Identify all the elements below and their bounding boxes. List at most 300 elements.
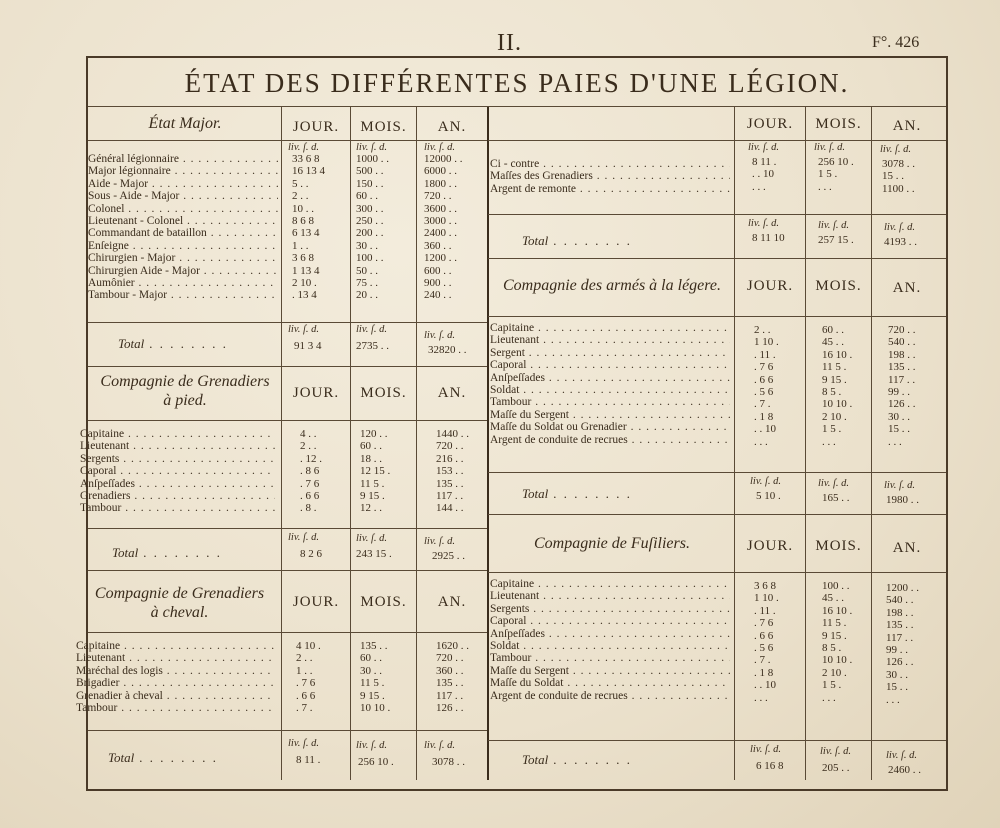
row-value-jour: . 7 . <box>296 702 313 715</box>
row-value-jour: 2 . . <box>292 190 309 203</box>
row-value-an: 3078 . . <box>882 158 915 170</box>
row-value-mois: 50 . . <box>356 264 378 277</box>
row-label: Caporal . . . <box>490 615 730 627</box>
row-value-an: 198 . . <box>888 348 916 361</box>
row-label: Argent de conduite de recrues . . . <box>490 690 730 702</box>
grenadiers-cheval-an-values <box>436 640 469 714</box>
row-value-jour: 2 . . <box>300 440 317 453</box>
row-value-jour: . 8 6 <box>300 465 320 478</box>
row-value-jour: 5 . . <box>292 177 309 190</box>
etat-major-total-jour: 91 3 4 <box>294 340 322 352</box>
row-value-mois: 9 15 . <box>360 689 385 702</box>
row-label: Maſſes des Grenadiers . . . <box>490 170 730 182</box>
row-label: Maſſe du Sergent . . . <box>490 409 730 421</box>
row-value-jour: 4 . . <box>300 428 317 440</box>
row-value-an: 135 . . <box>436 677 464 690</box>
row-value-an: 1440 . . <box>436 428 469 440</box>
row-value-jour: . . 10 <box>754 679 776 692</box>
armes-legere-names <box>490 322 730 446</box>
row-label: Maſſe du Soldat . . . <box>490 677 730 689</box>
row-value-an: 720 . . <box>436 652 464 665</box>
folio-number: F°. 426 <box>872 34 920 51</box>
units-jour: liv. ſ. d. <box>288 324 320 335</box>
row-value-mois: 300 . . <box>356 202 384 215</box>
row-label: Capitaine . . . <box>490 578 730 590</box>
row-value-jour: . 6 6 <box>754 629 774 642</box>
row-label: Sergent . . . <box>490 347 730 359</box>
row-value-jour: 10 . . <box>292 202 314 215</box>
row-value-jour: 3 6 8 <box>754 580 776 592</box>
row-value-mois: . . . <box>822 435 836 448</box>
row-value-jour: . . 10 <box>754 423 776 436</box>
row-value-jour: . 5 6 <box>754 386 774 399</box>
units-mois: liv. ſ. d. <box>356 324 388 335</box>
row-label: Sergents . . . <box>80 453 275 465</box>
row-value-mois: 1000 . . <box>356 153 389 165</box>
divider <box>871 106 872 780</box>
row-label: Grenadier à cheval . . . <box>76 690 276 702</box>
row-value-mois: 11 5 . <box>822 361 847 374</box>
row-value-jour: . 5 6 <box>754 642 774 655</box>
row-value-mois: 16 10 . <box>822 348 853 361</box>
row-value-an: 117 . . <box>886 631 914 644</box>
ci-contre-total-jour: 8 11 10 <box>752 232 785 244</box>
row-label: Anſpeſſades . . . <box>490 372 730 384</box>
row-label: Tambour . . . <box>76 702 276 714</box>
grenadiers-pied-mois-values <box>360 428 390 515</box>
grenadiers-cheval-total-an: 3078 . . <box>432 756 465 768</box>
page-number: II. <box>497 30 522 56</box>
divider <box>488 140 946 141</box>
units-an: liv. ſ. d. <box>880 144 912 155</box>
row-value-mois: 18 . . <box>360 452 382 465</box>
col-header-jour: JOUR. <box>746 116 794 132</box>
divider <box>488 258 946 259</box>
row-value-mois: 12 15 . <box>360 465 391 478</box>
units-an: liv. ſ. d. <box>884 222 916 233</box>
grenadiers-pied-total-mois: 243 15 . <box>356 548 392 560</box>
row-value-an: 1620 . . <box>436 640 469 652</box>
col-header-mois: MOIS. <box>360 385 407 401</box>
row-value-an: 1800 . . <box>424 177 457 190</box>
row-value-jour: . . . <box>754 691 768 704</box>
units-mois: liv. ſ. d. <box>818 220 850 231</box>
row-value-jour: . 7 6 <box>300 477 320 490</box>
col-header-an: AN. <box>892 280 922 296</box>
units-an: liv. ſ. d. <box>424 536 456 547</box>
divider <box>88 140 487 141</box>
row-label: Sous - Aide - Major . . . <box>88 190 278 202</box>
row-value-an: 1100 . . <box>882 182 915 195</box>
units-an: liv. ſ. d. <box>424 142 456 153</box>
divider <box>88 730 487 731</box>
divider <box>488 316 946 317</box>
total-label: Total . . . <box>522 486 632 502</box>
row-label: Aumônier . . . <box>88 277 278 289</box>
total-label: Total . . . <box>522 233 632 249</box>
col-header-mois: MOIS. <box>360 594 407 610</box>
row-label: Anſpeſſades . . . <box>80 478 275 490</box>
divider <box>416 106 417 780</box>
col-header-jour: JOUR. <box>292 119 340 135</box>
col-header-mois: MOIS. <box>815 278 862 294</box>
grenadiers-cheval-mois-values <box>360 640 390 714</box>
divider <box>488 740 946 741</box>
row-value-jour: . . 10 <box>752 168 774 181</box>
row-value-an: 15 . . <box>888 423 910 436</box>
row-value-an: 600 . . <box>424 264 452 277</box>
divider <box>88 322 487 323</box>
armes-legere-total-mois: 165 . . <box>822 492 850 504</box>
etat-major-an-values <box>424 153 463 302</box>
section-heading-etat-major: État Major. <box>148 115 222 132</box>
row-value-mois: 60 . . <box>360 652 382 665</box>
row-value-jour: 1 13 4 <box>292 264 320 277</box>
row-value-mois: 10 10 . <box>822 398 853 411</box>
row-label: Général légionnaire . . . <box>88 153 278 165</box>
row-value-mois: 250 . . <box>356 215 384 228</box>
grenadiers-cheval-total-jour: 8 11 . <box>296 754 321 766</box>
units-jour: liv. ſ. d. <box>748 142 780 153</box>
units-jour: liv. ſ. d. <box>748 218 780 229</box>
row-value-an: 117 . . <box>436 490 464 503</box>
row-label: Soldat . . . <box>490 640 730 652</box>
row-value-jour: . 7 . <box>754 398 771 411</box>
units-jour: liv. ſ. d. <box>288 532 320 543</box>
row-value-mois: 30 . . <box>356 239 378 252</box>
row-value-an: 216 . . <box>436 452 464 465</box>
row-value-an: 144 . . <box>436 502 464 515</box>
row-value-jour: 1 10 . <box>754 592 779 605</box>
row-label: Argent de remonte . . . <box>490 183 730 195</box>
row-value-an: 99 . . <box>886 644 908 657</box>
row-label: Ci - contre . . . <box>490 158 730 170</box>
divider <box>488 472 946 473</box>
row-value-an: 135 . . <box>888 361 916 374</box>
row-value-an: 720 . . <box>888 324 916 336</box>
divider <box>488 214 946 215</box>
row-value-mois: . . . <box>822 691 836 704</box>
row-label: Grenadiers . . . <box>80 490 275 502</box>
col-header-mois: MOIS. <box>360 119 407 135</box>
row-value-jour: . 8 . <box>300 502 317 515</box>
divider <box>88 366 487 367</box>
row-value-mois: 60 . . <box>822 324 844 336</box>
row-value-mois: 9 15 . <box>822 373 847 386</box>
row-value-an: 2400 . . <box>424 227 457 240</box>
grenadiers-cheval-total-mois: 256 10 . <box>358 756 394 768</box>
row-value-an: 6000 . . <box>424 165 457 178</box>
fusiliers-total-jour: 6 16 8 <box>756 760 784 772</box>
row-value-mois: 2 10 . <box>822 410 847 423</box>
row-value-an: 3000 . . <box>424 215 457 228</box>
col-header-an: AN. <box>892 540 922 556</box>
row-value-an: 360 . . <box>424 239 452 252</box>
row-label: Maſſe du Soldat ou Grenadier . . . <box>490 421 730 433</box>
row-label: Argent de conduite de recrues . . . <box>490 434 730 446</box>
units-mois: liv. ſ. d. <box>820 746 852 757</box>
row-label: Brigadier . . . <box>76 677 276 689</box>
row-value-mois: . . . <box>818 180 832 193</box>
row-label: Enſeigne . . . <box>88 240 278 252</box>
row-value-mois: 1 5 . <box>818 168 838 181</box>
row-value-an: 126 . . <box>888 398 916 411</box>
row-label: Anſpeſſades . . . <box>490 628 730 640</box>
ci-contre-total-mois: 257 15 . <box>818 234 854 246</box>
units-jour: liv. ſ. d. <box>288 738 320 749</box>
row-value-an: 126 . . <box>886 656 914 669</box>
ci-contre-an-values <box>882 158 915 195</box>
row-value-jour: 16 13 4 <box>292 165 325 178</box>
row-value-jour: 2 . . <box>296 652 313 665</box>
row-value-jour: . 7 6 <box>754 361 774 374</box>
row-value-jour: . 1 8 <box>754 410 774 423</box>
row-value-an: 1200 . . <box>886 582 919 594</box>
fusiliers-an-values <box>886 582 919 706</box>
row-value-an: 720 . . <box>436 440 464 453</box>
armes-legere-jour-values <box>754 324 779 448</box>
row-value-mois: 30 . . <box>360 664 382 677</box>
armes-legere-total-an: 1980 . . <box>886 494 919 506</box>
grenadiers-cheval-names <box>76 640 276 714</box>
row-label: Tambour . . . <box>490 652 730 664</box>
row-label: Chirurgien Aide - Major . . . <box>88 265 278 277</box>
row-label: Lieutenant . . . <box>80 440 275 452</box>
row-value-mois: 12 . . <box>360 502 382 515</box>
row-value-mois: 1 5 . <box>822 423 842 436</box>
row-value-mois: 135 . . <box>360 640 388 652</box>
row-value-jour: 33 6 8 <box>292 153 320 165</box>
col-header-jour: JOUR. <box>292 385 340 401</box>
armes-legere-mois-values <box>822 324 852 448</box>
col-header-jour: JOUR. <box>746 278 794 294</box>
total-label: Total . . . <box>522 752 632 768</box>
row-value-an: 540 . . <box>886 594 914 607</box>
divider <box>281 106 282 780</box>
row-value-an: 153 . . <box>436 465 464 478</box>
armes-legere-total-jour: 5 10 . <box>756 490 781 502</box>
row-value-mois: 16 10 . <box>822 604 853 617</box>
units-mois: liv. ſ. d. <box>814 142 846 153</box>
row-value-an: 360 . . <box>436 664 464 677</box>
row-value-mois: 150 . . <box>356 177 384 190</box>
row-label: Tambour - Major . . . <box>88 289 278 301</box>
row-value-jour: 1 . . <box>292 239 309 252</box>
units-jour: liv. ſ. d. <box>750 476 782 487</box>
col-header-mois: MOIS. <box>815 116 862 132</box>
divider <box>88 632 487 633</box>
row-value-jour: . 11 . <box>754 348 776 361</box>
col-header-an: AN. <box>437 385 467 401</box>
row-value-jour: . 7 6 <box>754 617 774 630</box>
row-label: Lieutenant . . . <box>490 334 730 346</box>
row-label: Lieutenant - Colonel . . . <box>88 215 278 227</box>
row-value-an: 540 . . <box>888 336 916 349</box>
divider <box>805 106 806 780</box>
col-header-an: AN. <box>437 594 467 610</box>
row-value-mois: 75 . . <box>356 277 378 290</box>
col-header-jour: JOUR. <box>292 594 340 610</box>
grenadiers-pied-total-an: 2925 . . <box>432 550 465 562</box>
row-value-an: 135 . . <box>436 477 464 490</box>
grenadiers-pied-total-jour: 8 2 6 <box>300 548 322 560</box>
row-value-mois: 45 . . <box>822 592 844 605</box>
fusiliers-mois-values <box>822 580 852 704</box>
units-an: liv. ſ. d. <box>424 330 456 341</box>
armes-legere-an-values <box>888 324 916 448</box>
units-jour: liv. ſ. d. <box>750 744 782 755</box>
row-label: Commandant de bataillon . . . <box>88 227 278 239</box>
grenadiers-pied-an-values <box>436 428 469 515</box>
row-value-mois: 100 . . <box>822 580 850 592</box>
row-value-mois: 45 . . <box>822 336 844 349</box>
row-value-mois: 11 5 . <box>360 477 385 490</box>
row-value-mois: 200 . . <box>356 227 384 240</box>
row-value-mois: 500 . . <box>356 165 384 178</box>
row-value-jour: . 7 6 <box>296 677 316 690</box>
row-value-mois: 9 15 . <box>360 490 385 503</box>
row-value-mois: 11 5 . <box>822 617 847 630</box>
fusiliers-names <box>490 578 730 702</box>
row-value-jour: . 12 . <box>300 452 322 465</box>
ci-contre-mois-values <box>818 156 854 193</box>
row-value-an: . . . <box>888 435 902 448</box>
row-label: Caporal . . . <box>80 465 275 477</box>
units-an: liv. ſ. d. <box>886 750 918 761</box>
row-value-jour: . 6 6 <box>754 373 774 386</box>
divider <box>88 420 487 421</box>
row-label: Major légionnaire . . . <box>88 165 278 177</box>
grenadiers-pied-names <box>80 428 275 515</box>
document-title: ÉTAT DES DIFFÉRENTES PAIES D'UNE LÉGION. <box>184 68 850 98</box>
row-value-an: 30 . . <box>886 668 908 681</box>
row-label: Aide - Major . . . <box>88 178 278 190</box>
row-label: Capitaine . . . <box>76 640 276 652</box>
total-label: Total . . . <box>108 750 218 766</box>
divider <box>487 106 489 780</box>
col-header-an: AN. <box>437 119 467 135</box>
row-value-mois: 1 5 . <box>822 679 842 692</box>
row-value-an: 15 . . <box>882 170 904 183</box>
row-value-an: 12000 . . <box>424 153 463 165</box>
col-header-jour: JOUR. <box>746 538 794 554</box>
divider <box>734 106 735 780</box>
row-label: Tambour . . . <box>80 502 275 514</box>
row-value-mois: 8 5 . <box>822 386 842 399</box>
row-value-mois: 60 . . <box>356 190 378 203</box>
row-value-an: 3600 . . <box>424 202 457 215</box>
etat-major-mois-values <box>356 153 389 302</box>
divider <box>488 572 946 573</box>
units-mois: liv. ſ. d. <box>356 740 388 751</box>
ci-contre-total-an: 4193 . . <box>884 236 917 248</box>
units-jour: liv. ſ. d. <box>288 142 320 153</box>
row-value-jour: . 1 8 <box>754 666 774 679</box>
row-label: Capitaine . . . <box>490 322 730 334</box>
etat-major-total-mois: 2735 . . <box>356 340 389 352</box>
divider <box>88 570 487 571</box>
row-value-mois: 10 10 . <box>822 654 853 667</box>
units-mois: liv. ſ. d. <box>818 478 850 489</box>
etat-major-names <box>88 153 278 302</box>
row-label: Capitaine . . . <box>80 428 275 440</box>
row-value-an: 198 . . <box>886 606 914 619</box>
row-value-an: 117 . . <box>888 373 916 386</box>
row-value-mois: 120 . . <box>360 428 388 440</box>
row-value-jour: . . . <box>754 435 768 448</box>
row-value-mois: 10 10 . <box>360 702 391 715</box>
row-value-jour: 2 . . <box>754 324 771 336</box>
row-value-an: 240 . . <box>424 289 452 302</box>
row-value-mois: 60 . . <box>360 440 382 453</box>
row-label: Colonel . . . <box>88 203 278 215</box>
section-heading-fusiliers: Compagnie de Fuſiliers. <box>534 535 690 552</box>
col-header-mois: MOIS. <box>815 538 862 554</box>
total-label: Total . . . <box>112 545 222 561</box>
divider <box>488 514 946 515</box>
grenadiers-pied-jour-values <box>300 428 322 515</box>
row-value-jour: . 6 6 <box>296 689 316 702</box>
row-value-jour: . 13 4 <box>292 289 317 302</box>
fusiliers-jour-values <box>754 580 779 704</box>
etat-major-jour-values <box>292 153 325 302</box>
divider <box>88 528 487 529</box>
row-value-jour: 3 6 8 <box>292 252 314 265</box>
row-value-an: 117 . . <box>436 689 464 702</box>
row-value-jour: . 7 . <box>754 654 771 667</box>
row-value-mois: 2 10 . <box>822 666 847 679</box>
row-value-an: 720 . . <box>424 190 452 203</box>
row-value-jour: 2 10 . <box>292 277 317 290</box>
row-value-an: 900 . . <box>424 277 452 290</box>
row-value-jour: 8 11 . <box>752 156 777 168</box>
total-label: Total . . . <box>118 336 228 352</box>
row-value-jour: 4 10 . <box>296 640 321 652</box>
row-label: Sergents . . . <box>490 603 730 615</box>
row-label: Soldat . . . <box>490 384 730 396</box>
units-an: liv. ſ. d. <box>884 480 916 491</box>
units-an: liv. ſ. d. <box>424 740 456 751</box>
row-value-mois: 20 . . <box>356 289 378 302</box>
etat-major-total-an: 32820 . . <box>428 344 467 356</box>
row-value-an: 1200 . . <box>424 252 457 265</box>
row-label: Maréchal des logis . . . <box>76 665 276 677</box>
row-value-an: 135 . . <box>886 619 914 632</box>
row-value-jour: 1 . . <box>296 664 313 677</box>
row-value-mois: 256 10 . <box>818 156 854 168</box>
units-mois: liv. ſ. d. <box>356 533 388 544</box>
col-header-an: AN. <box>892 118 922 134</box>
row-value-jour: 6 13 4 <box>292 227 320 240</box>
row-label: Chirurgien - Major . . . <box>88 252 278 264</box>
row-value-mois: 100 . . <box>356 252 384 265</box>
row-value-an: 15 . . <box>886 681 908 694</box>
row-value-jour: . 11 . <box>754 604 776 617</box>
row-label: Caporal . . . <box>490 359 730 371</box>
row-label: Tambour . . . <box>490 396 730 408</box>
section-heading-grenadiers-cheval: Compagnie de Grenadiers à cheval. <box>94 585 265 621</box>
row-value-jour: . 6 6 <box>300 490 320 503</box>
row-value-an: 126 . . <box>436 702 464 715</box>
row-value-jour: 1 10 . <box>754 336 779 349</box>
ci-contre-jour-values <box>752 156 776 193</box>
fusiliers-total-mois: 205 . . <box>822 762 850 774</box>
row-value-mois: 11 5 . <box>360 677 385 690</box>
ci-contre-names <box>490 158 730 195</box>
units-mois: liv. ſ. d. <box>356 142 388 153</box>
grenadiers-cheval-jour-values <box>296 640 321 714</box>
row-value-an: . . . <box>886 693 900 706</box>
